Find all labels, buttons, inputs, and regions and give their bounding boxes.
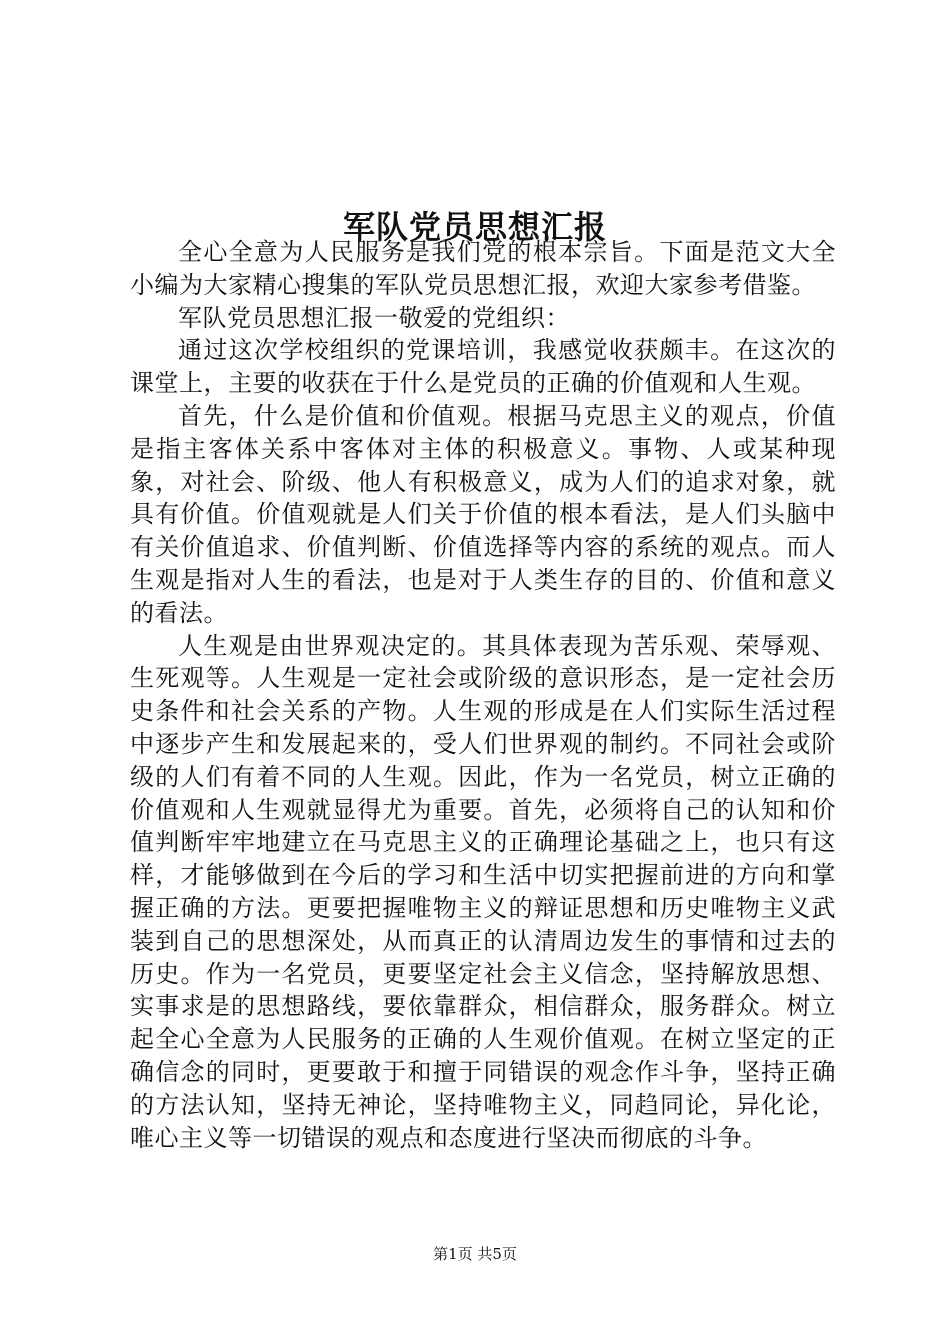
document-body (130, 236, 836, 1154)
page-title: 军队党员思想汇报 (342, 208, 607, 247)
paragraph-training: 通过这次学校组织的党课培训，我感觉收获颇丰。在这次的课堂上，主要的收获在于什么是党员的正确的价值观和人生观。 (130, 336, 836, 398)
page-number-footer: 第1页 共5页 (433, 1245, 517, 1263)
paragraph-outlook-on-life: 人生观是由世界观决定的。其具体表现为苦乐观、荣辱观、生死观等。人生观是一定社会或阶级的意识形态，是一定社会历史条件和社会关系的产物。人生观的形成是在人们实际生活过程中逐步产生和发展起来的，受人们世界观的制约。不同社会或阶级的人们有着不同的人生观。因此，作为一名党员，树立正确的价值观和人生观就显得尤为重要。首先，必须将自己的认知和价值判断牢牢地建立在马克思主义的正确理论基础之上，也只有这样，才能够做到在今后的学习和生活中切实把握前进的方向和掌握正确的方法。更要把握唯物主义的辩证思想和历史唯物主义武装到自己的思想深处，从而真正的认清周边发生的事情和过去的历史。作为一名党员，更要坚定社会主义信念，坚持解放思想、实事求是的思想路线，要依靠群众，相信群众，服务群众。树立起全心全意为人民服务的正确的人生观价值观。在树立坚定的正确信念的同时，更要敢于和擅于同错误的观念作斗争，坚持正确的方法认知，坚持无神论，坚持唯物主义，同趋同论，异化论，唯心主义等一切错误的观点和态度进行坚决而彻底的斗争。 (130, 631, 836, 1152)
paragraph-intro: 全心全意为人民服务是我们党的根本宗旨。下面是范文大全小编为大家精心搜集的军队党员思想汇报，欢迎大家参考借鉴。 (130, 238, 836, 299)
paragraph-salutation: 军队党员思想汇报一敬爱的党组织： (178, 303, 570, 332)
paragraph-values: 首先，什么是价值和价值观。根据马克思主义的观点，价值是指主客体关系中客体对主体的积极意义。事物、人或某种现象，对社会、阶级、他人有积极意义，成为人们的追求对象，就具有价值。价值观就是人们关于价值的根本看法，是人们头脑中有关价值追求、价值判断、价值选择等内容的系统的观点。而人生观是指对人生的看法，也是对于人类生存的目的、价值和意义的看法。 (130, 401, 836, 627)
